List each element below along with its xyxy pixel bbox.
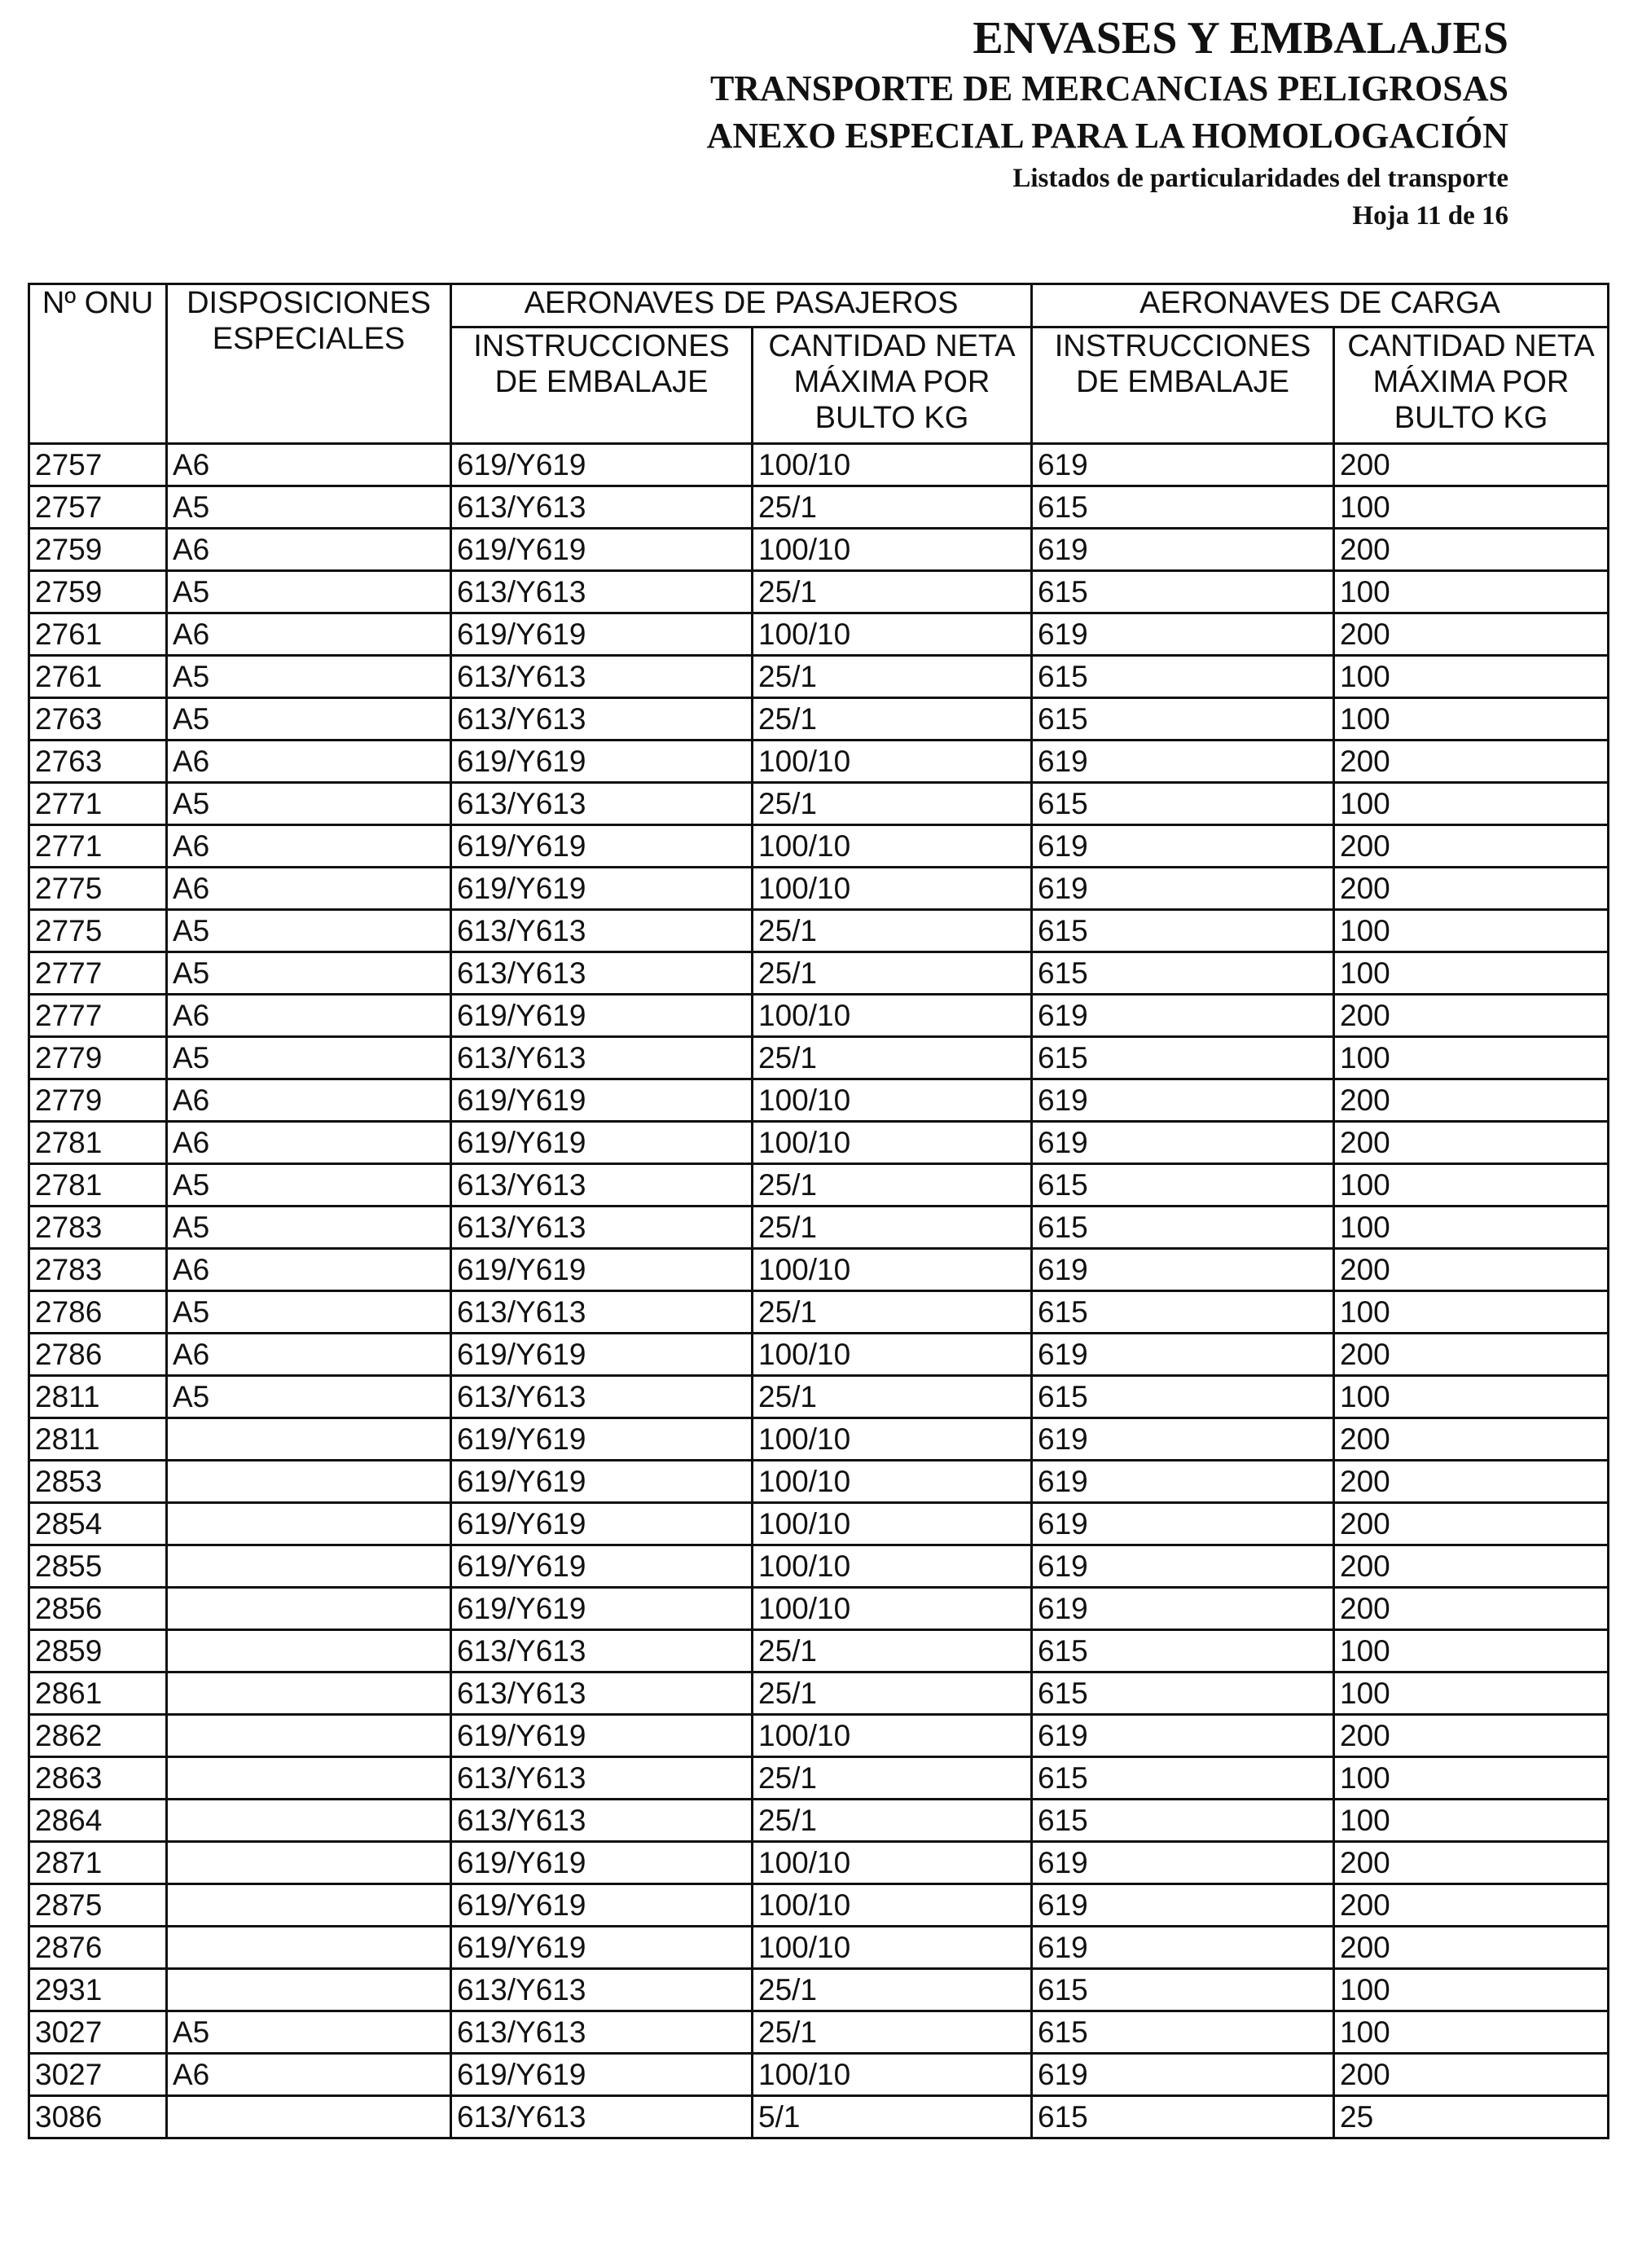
- table-row: [29, 952, 1609, 995]
- disposiciones-cell: A6: [167, 1122, 451, 1164]
- table-row: [29, 1291, 1609, 1334]
- onu-number-cell: 2854: [29, 1503, 167, 1545]
- instrucciones-carga-cell: 619: [1032, 529, 1334, 571]
- instrucciones-carga-cell: 619: [1032, 1927, 1334, 1969]
- instrucciones-pasajeros-cell: 613/Y613: [451, 1291, 753, 1334]
- instrucciones-carga-cell: 615: [1032, 2011, 1334, 2054]
- disposiciones-cell: [167, 1757, 451, 1800]
- instrucciones-carga-cell: 619: [1032, 741, 1334, 783]
- cantidad-pasajeros-cell: 25/1: [753, 1037, 1032, 1079]
- instrucciones-carga-cell: 615: [1032, 1164, 1334, 1207]
- table-header: [29, 284, 1609, 444]
- cantidad-carga-cell: 100: [1334, 1037, 1609, 1079]
- cantidad-pasajeros-cell: 100/10: [753, 995, 1032, 1037]
- header-cantidad-carga: CANTIDAD NETA MÁXIMA POR BULTO KG: [1334, 327, 1609, 444]
- cantidad-carga-cell: 200: [1334, 1715, 1609, 1757]
- table-row: [29, 656, 1609, 698]
- cantidad-carga-cell: 200: [1334, 825, 1609, 868]
- table-row: [29, 2054, 1609, 2096]
- cantidad-carga-cell: 200: [1334, 868, 1609, 910]
- cantidad-pasajeros-cell: 100/10: [753, 1122, 1032, 1164]
- disposiciones-cell: A5: [167, 2011, 451, 2054]
- disposiciones-cell: A6: [167, 868, 451, 910]
- disposiciones-cell: A6: [167, 613, 451, 656]
- cantidad-carga-cell: 200: [1334, 1079, 1609, 1122]
- cantidad-carga-cell: 200: [1334, 1334, 1609, 1376]
- cantidad-pasajeros-cell: 100/10: [753, 1249, 1032, 1291]
- onu-number-cell: 2783: [29, 1207, 167, 1249]
- onu-number-cell: 2757: [29, 486, 167, 529]
- table-row: [29, 1079, 1609, 1122]
- cantidad-carga-cell: 200: [1334, 1842, 1609, 1884]
- cantidad-pasajeros-cell: 25/1: [753, 783, 1032, 825]
- annex-title: ANEXO ESPECIAL PARA LA HOMOLOGACIÓN: [706, 116, 1508, 156]
- cantidad-pasajeros-cell: 100/10: [753, 1927, 1032, 1969]
- onu-number-cell: 2771: [29, 825, 167, 868]
- cantidad-carga-cell: 100: [1334, 1800, 1609, 1842]
- onu-number-cell: 2759: [29, 571, 167, 613]
- table-row: [29, 698, 1609, 741]
- cantidad-carga-cell: 200: [1334, 613, 1609, 656]
- onu-number-cell: 2811: [29, 1418, 167, 1461]
- table-row: [29, 2096, 1609, 2138]
- onu-number-cell: 2771: [29, 783, 167, 825]
- cantidad-carga-cell: 25: [1334, 2096, 1609, 2138]
- instrucciones-pasajeros-cell: 613/Y613: [451, 1969, 753, 2011]
- instrucciones-carga-cell: 619: [1032, 995, 1334, 1037]
- onu-number-cell: 2864: [29, 1800, 167, 1842]
- document-header: [707, 11, 1508, 235]
- table-row: [29, 741, 1609, 783]
- cantidad-pasajeros-cell: 5/1: [753, 2096, 1032, 2138]
- disposiciones-cell: A6: [167, 825, 451, 868]
- disposiciones-cell: A5: [167, 656, 451, 698]
- cantidad-pasajeros-cell: 25/1: [753, 952, 1032, 995]
- onu-number-cell: 2876: [29, 1927, 167, 1969]
- cantidad-pasajeros-cell: 100/10: [753, 1545, 1032, 1588]
- onu-number-cell: 2779: [29, 1079, 167, 1122]
- cantidad-carga-cell: 200: [1334, 1588, 1609, 1630]
- cantidad-carga-cell: 100: [1334, 1207, 1609, 1249]
- cantidad-pasajeros-cell: 100/10: [753, 529, 1032, 571]
- disposiciones-cell: [167, 1672, 451, 1715]
- onu-number-cell: 3027: [29, 2054, 167, 2096]
- instrucciones-carga-cell: 619: [1032, 1079, 1334, 1122]
- cantidad-pasajeros-cell: 25/1: [753, 656, 1032, 698]
- disposiciones-cell: A6: [167, 529, 451, 571]
- disposiciones-cell: [167, 1927, 451, 1969]
- onu-number-cell: 2862: [29, 1715, 167, 1757]
- onu-number-cell: 3027: [29, 2011, 167, 2054]
- cantidad-pasajeros-cell: 25/1: [753, 1969, 1032, 2011]
- instrucciones-pasajeros-cell: 619/Y619: [451, 1884, 753, 1927]
- cantidad-carga-cell: 100: [1334, 656, 1609, 698]
- table-row: [29, 1249, 1609, 1291]
- cantidad-pasajeros-cell: 25/1: [753, 1630, 1032, 1672]
- cantidad-carga-cell: 200: [1334, 1249, 1609, 1291]
- onu-number-cell: 2759: [29, 529, 167, 571]
- cantidad-pasajeros-cell: 25/1: [753, 1757, 1032, 1800]
- header-instrucciones-carga: INSTRUCCIONES DE EMBALAJE: [1032, 327, 1334, 444]
- onu-number-cell: 3086: [29, 2096, 167, 2138]
- instrucciones-carga-cell: 615: [1032, 698, 1334, 741]
- cantidad-carga-cell: 200: [1334, 995, 1609, 1037]
- onu-number-cell: 2853: [29, 1461, 167, 1503]
- instrucciones-carga-cell: 615: [1032, 486, 1334, 529]
- onu-number-cell: 2775: [29, 868, 167, 910]
- instrucciones-pasajeros-cell: 613/Y613: [451, 952, 753, 995]
- onu-number-cell: 2761: [29, 613, 167, 656]
- instrucciones-carga-cell: 619: [1032, 1884, 1334, 1927]
- instrucciones-pasajeros-cell: 619/Y619: [451, 613, 753, 656]
- table-row: [29, 1461, 1609, 1503]
- instrucciones-pasajeros-cell: 613/Y613: [451, 1630, 753, 1672]
- onu-number-cell: 2811: [29, 1376, 167, 1418]
- onu-number-cell: 2931: [29, 1969, 167, 2011]
- cantidad-carga-cell: 100: [1334, 1376, 1609, 1418]
- cantidad-carga-cell: 200: [1334, 1503, 1609, 1545]
- disposiciones-cell: [167, 1969, 451, 2011]
- instrucciones-pasajeros-cell: 619/Y619: [451, 1927, 753, 1969]
- cantidad-pasajeros-cell: 100/10: [753, 2054, 1032, 2096]
- cantidad-carga-cell: 100: [1334, 1672, 1609, 1715]
- disposiciones-cell: A5: [167, 1037, 451, 1079]
- table-body: [29, 444, 1609, 2138]
- onu-number-cell: 2786: [29, 1334, 167, 1376]
- instrucciones-pasajeros-cell: 619/Y619: [451, 1503, 753, 1545]
- cantidad-carga-cell: 200: [1334, 1884, 1609, 1927]
- instrucciones-pasajeros-cell: 619/Y619: [451, 529, 753, 571]
- instrucciones-pasajeros-cell: 613/Y613: [451, 486, 753, 529]
- table-row: [29, 1757, 1609, 1800]
- table-row: [29, 571, 1609, 613]
- disposiciones-cell: A5: [167, 952, 451, 995]
- list-title: Listados de particularidades del transporte: [1012, 164, 1508, 193]
- cantidad-carga-cell: 200: [1334, 741, 1609, 783]
- table-row: [29, 1715, 1609, 1757]
- cantidad-pasajeros-cell: 100/10: [753, 1334, 1032, 1376]
- disposiciones-cell: A5: [167, 486, 451, 529]
- header-group-pasajeros: AERONAVES DE PASAJEROS: [451, 284, 1032, 327]
- table-row: [29, 613, 1609, 656]
- disposiciones-cell: [167, 1842, 451, 1884]
- disposiciones-cell: [167, 1461, 451, 1503]
- instrucciones-pasajeros-cell: 613/Y613: [451, 1757, 753, 1800]
- cantidad-pasajeros-cell: 100/10: [753, 1884, 1032, 1927]
- instrucciones-pasajeros-cell: 619/Y619: [451, 1334, 753, 1376]
- instrucciones-carga-cell: 619: [1032, 1418, 1334, 1461]
- instrucciones-carga-cell: 615: [1032, 1672, 1334, 1715]
- header-disposiciones: DISPOSICIONES ESPECIALES: [167, 284, 451, 444]
- onu-number-cell: 2763: [29, 698, 167, 741]
- onu-number-cell: 2777: [29, 952, 167, 995]
- instrucciones-carga-cell: 615: [1032, 1969, 1334, 2011]
- cantidad-pasajeros-cell: 100/10: [753, 741, 1032, 783]
- table-row: [29, 783, 1609, 825]
- instrucciones-pasajeros-cell: 619/Y619: [451, 1418, 753, 1461]
- instrucciones-carga-cell: 619: [1032, 1842, 1334, 1884]
- table-row: [29, 444, 1609, 486]
- instrucciones-pasajeros-cell: 619/Y619: [451, 1249, 753, 1291]
- table-row: [29, 1630, 1609, 1672]
- table-row: [29, 1164, 1609, 1207]
- instrucciones-pasajeros-cell: 613/Y613: [451, 2096, 753, 2138]
- instrucciones-pasajeros-cell: 613/Y613: [451, 1164, 753, 1207]
- table-row: [29, 1503, 1609, 1545]
- cantidad-pasajeros-cell: 100/10: [753, 1461, 1032, 1503]
- table-row: [29, 1545, 1609, 1588]
- table-row: [29, 995, 1609, 1037]
- table-row: [29, 1672, 1609, 1715]
- instrucciones-carga-cell: 615: [1032, 1630, 1334, 1672]
- instrucciones-carga-cell: 619: [1032, 1503, 1334, 1545]
- onu-number-cell: 2781: [29, 1122, 167, 1164]
- cantidad-carga-cell: 200: [1334, 1545, 1609, 1588]
- cantidad-carga-cell: 200: [1334, 1122, 1609, 1164]
- instrucciones-pasajeros-cell: 613/Y613: [451, 656, 753, 698]
- cantidad-pasajeros-cell: 100/10: [753, 825, 1032, 868]
- disposiciones-cell: [167, 2096, 451, 2138]
- instrucciones-carga-cell: 615: [1032, 1757, 1334, 1800]
- disposiciones-cell: A6: [167, 2054, 451, 2096]
- cantidad-carga-cell: 200: [1334, 444, 1609, 486]
- disposiciones-cell: A6: [167, 444, 451, 486]
- disposiciones-cell: A6: [167, 1249, 451, 1291]
- disposiciones-cell: A6: [167, 995, 451, 1037]
- cantidad-carga-cell: 100: [1334, 1969, 1609, 2011]
- disposiciones-cell: [167, 1884, 451, 1927]
- header-group-carga: AERONAVES DE CARGA: [1032, 284, 1609, 327]
- instrucciones-pasajeros-cell: 613/Y613: [451, 1672, 753, 1715]
- cantidad-pasajeros-cell: 100/10: [753, 1418, 1032, 1461]
- instrucciones-carga-cell: 615: [1032, 1207, 1334, 1249]
- cantidad-pasajeros-cell: 25/1: [753, 1800, 1032, 1842]
- header-instrucciones-pasajeros: INSTRUCCIONES DE EMBALAJE: [451, 327, 753, 444]
- header-onu: Nº ONU: [29, 284, 167, 444]
- instrucciones-carga-cell: 619: [1032, 2054, 1334, 2096]
- instrucciones-carga-cell: 615: [1032, 952, 1334, 995]
- disposiciones-cell: A5: [167, 910, 451, 952]
- instrucciones-pasajeros-cell: 619/Y619: [451, 825, 753, 868]
- cantidad-pasajeros-cell: 100/10: [753, 1503, 1032, 1545]
- disposiciones-cell: A5: [167, 571, 451, 613]
- disposiciones-cell: [167, 1715, 451, 1757]
- instrucciones-carga-cell: 619: [1032, 1334, 1334, 1376]
- table-row: [29, 1884, 1609, 1927]
- instrucciones-carga-cell: 619: [1032, 1122, 1334, 1164]
- disposiciones-cell: A6: [167, 741, 451, 783]
- table-row: [29, 1969, 1609, 2011]
- onu-number-cell: 2871: [29, 1842, 167, 1884]
- onu-number-cell: 2861: [29, 1672, 167, 1715]
- instrucciones-carga-cell: 619: [1032, 1461, 1334, 1503]
- header-cantidad-pasajeros: CANTIDAD NETA MÁXIMA POR BULTO KG: [753, 327, 1032, 444]
- disposiciones-cell: [167, 1800, 451, 1842]
- disposiciones-cell: [167, 1503, 451, 1545]
- instrucciones-carga-cell: 615: [1032, 1376, 1334, 1418]
- cantidad-pasajeros-cell: 25/1: [753, 910, 1032, 952]
- instrucciones-pasajeros-cell: 619/Y619: [451, 1842, 753, 1884]
- cantidad-carga-cell: 100: [1334, 1291, 1609, 1334]
- table-row: [29, 910, 1609, 952]
- disposiciones-cell: A5: [167, 698, 451, 741]
- instrucciones-pasajeros-cell: 613/Y613: [451, 1207, 753, 1249]
- onu-number-cell: 2859: [29, 1630, 167, 1672]
- instrucciones-pasajeros-cell: 619/Y619: [451, 1715, 753, 1757]
- instrucciones-pasajeros-cell: 613/Y613: [451, 783, 753, 825]
- instrucciones-pasajeros-cell: 619/Y619: [451, 1461, 753, 1503]
- onu-number-cell: 2763: [29, 741, 167, 783]
- cantidad-pasajeros-cell: 100/10: [753, 1842, 1032, 1884]
- instrucciones-carga-cell: 619: [1032, 1588, 1334, 1630]
- disposiciones-cell: A5: [167, 1207, 451, 1249]
- cantidad-pasajeros-cell: 25/1: [753, 571, 1032, 613]
- instrucciones-carga-cell: 615: [1032, 656, 1334, 698]
- instrucciones-carga-cell: 619: [1032, 1545, 1334, 1588]
- instrucciones-carga-cell: 615: [1032, 2096, 1334, 2138]
- document-subtitle: TRANSPORTE DE MERCANCIAS PELIGROSAS: [709, 68, 1508, 108]
- disposiciones-cell: A5: [167, 783, 451, 825]
- cantidad-carga-cell: 100: [1334, 486, 1609, 529]
- disposiciones-cell: [167, 1545, 451, 1588]
- cantidad-carga-cell: 100: [1334, 698, 1609, 741]
- cantidad-pasajeros-cell: 25/1: [753, 2011, 1032, 2054]
- onu-number-cell: 2875: [29, 1884, 167, 1927]
- onu-number-cell: 2777: [29, 995, 167, 1037]
- table-row: [29, 486, 1609, 529]
- cantidad-carga-cell: 100: [1334, 2011, 1609, 2054]
- document-title: ENVASES Y EMBALAJES: [973, 13, 1508, 64]
- table-row: [29, 1418, 1609, 1461]
- cantidad-pasajeros-cell: 100/10: [753, 444, 1032, 486]
- onu-number-cell: 2781: [29, 1164, 167, 1207]
- cantidad-carga-cell: 200: [1334, 1461, 1609, 1503]
- cantidad-pasajeros-cell: 100/10: [753, 1079, 1032, 1122]
- cantidad-pasajeros-cell: 25/1: [753, 486, 1032, 529]
- onu-number-cell: 2856: [29, 1588, 167, 1630]
- cantidad-carga-cell: 200: [1334, 529, 1609, 571]
- instrucciones-pasajeros-cell: 619/Y619: [451, 1588, 753, 1630]
- instrucciones-carga-cell: 619: [1032, 825, 1334, 868]
- cantidad-pasajeros-cell: 100/10: [753, 1588, 1032, 1630]
- onu-number-cell: 2783: [29, 1249, 167, 1291]
- instrucciones-carga-cell: 615: [1032, 783, 1334, 825]
- instrucciones-carga-cell: 619: [1032, 868, 1334, 910]
- instrucciones-pasajeros-cell: 613/Y613: [451, 1376, 753, 1418]
- cantidad-carga-cell: 100: [1334, 1757, 1609, 1800]
- table-row: [29, 868, 1609, 910]
- disposiciones-cell: [167, 1588, 451, 1630]
- instrucciones-carga-cell: 615: [1032, 910, 1334, 952]
- instrucciones-pasajeros-cell: 619/Y619: [451, 995, 753, 1037]
- disposiciones-cell: A5: [167, 1164, 451, 1207]
- disposiciones-cell: A6: [167, 1079, 451, 1122]
- instrucciones-carga-cell: 615: [1032, 1800, 1334, 1842]
- instrucciones-pasajeros-cell: 613/Y613: [451, 1037, 753, 1079]
- table-row: [29, 1334, 1609, 1376]
- instrucciones-pasajeros-cell: 613/Y613: [451, 571, 753, 613]
- table-row: [29, 1376, 1609, 1418]
- table-row: [29, 825, 1609, 868]
- instrucciones-pasajeros-cell: 619/Y619: [451, 1122, 753, 1164]
- instrucciones-pasajeros-cell: 613/Y613: [451, 1800, 753, 1842]
- instrucciones-pasajeros-cell: 613/Y613: [451, 698, 753, 741]
- instrucciones-pasajeros-cell: 619/Y619: [451, 741, 753, 783]
- cantidad-carga-cell: 100: [1334, 1630, 1609, 1672]
- table-row: [29, 529, 1609, 571]
- cantidad-pasajeros-cell: 25/1: [753, 1291, 1032, 1334]
- cantidad-carga-cell: 100: [1334, 1164, 1609, 1207]
- table-row: [29, 1842, 1609, 1884]
- instrucciones-pasajeros-cell: 619/Y619: [451, 2054, 753, 2096]
- instrucciones-carga-cell: 615: [1032, 571, 1334, 613]
- cantidad-carga-cell: 100: [1334, 952, 1609, 995]
- onu-number-cell: 2757: [29, 444, 167, 486]
- cantidad-pasajeros-cell: 100/10: [753, 613, 1032, 656]
- cantidad-carga-cell: 100: [1334, 571, 1609, 613]
- table-row: [29, 1588, 1609, 1630]
- cantidad-pasajeros-cell: 100/10: [753, 868, 1032, 910]
- table-row: [29, 1207, 1609, 1249]
- cantidad-pasajeros-cell: 25/1: [753, 1207, 1032, 1249]
- instrucciones-pasajeros-cell: 613/Y613: [451, 2011, 753, 2054]
- table-row: [29, 2011, 1609, 2054]
- disposiciones-cell: A5: [167, 1376, 451, 1418]
- onu-number-cell: 2779: [29, 1037, 167, 1079]
- instrucciones-carga-cell: 619: [1032, 613, 1334, 656]
- cantidad-carga-cell: 100: [1334, 910, 1609, 952]
- cantidad-pasajeros-cell: 25/1: [753, 1672, 1032, 1715]
- instrucciones-carga-cell: 619: [1032, 444, 1334, 486]
- disposiciones-cell: [167, 1418, 451, 1461]
- instrucciones-pasajeros-cell: 619/Y619: [451, 868, 753, 910]
- page-number: Hoja 11 de 16: [1352, 201, 1508, 231]
- instrucciones-carga-cell: 619: [1032, 1249, 1334, 1291]
- cantidad-carga-cell: 200: [1334, 2054, 1609, 2096]
- cantidad-pasajeros-cell: 25/1: [753, 698, 1032, 741]
- instrucciones-pasajeros-cell: 619/Y619: [451, 1545, 753, 1588]
- instrucciones-pasajeros-cell: 619/Y619: [451, 444, 753, 486]
- onu-number-cell: 2863: [29, 1757, 167, 1800]
- table-row: [29, 1122, 1609, 1164]
- cantidad-pasajeros-cell: 25/1: [753, 1164, 1032, 1207]
- table-row: [29, 1927, 1609, 1969]
- instrucciones-pasajeros-cell: 619/Y619: [451, 1079, 753, 1122]
- onu-number-cell: 2775: [29, 910, 167, 952]
- onu-number-cell: 2855: [29, 1545, 167, 1588]
- instrucciones-pasajeros-cell: 613/Y613: [451, 910, 753, 952]
- cantidad-pasajeros-cell: 25/1: [753, 1376, 1032, 1418]
- disposiciones-cell: A6: [167, 1334, 451, 1376]
- table-row: [29, 1800, 1609, 1842]
- cantidad-carga-cell: 100: [1334, 783, 1609, 825]
- table-row: [29, 1037, 1609, 1079]
- instrucciones-carga-cell: 615: [1032, 1037, 1334, 1079]
- onu-number-cell: 2786: [29, 1291, 167, 1334]
- disposiciones-cell: [167, 1630, 451, 1672]
- instrucciones-carga-cell: 615: [1032, 1291, 1334, 1334]
- cantidad-pasajeros-cell: 100/10: [753, 1715, 1032, 1757]
- cantidad-carga-cell: 200: [1334, 1927, 1609, 1969]
- onu-number-cell: 2761: [29, 656, 167, 698]
- disposiciones-cell: A5: [167, 1291, 451, 1334]
- instrucciones-carga-cell: 619: [1032, 1715, 1334, 1757]
- cantidad-carga-cell: 200: [1334, 1418, 1609, 1461]
- transport-table: [28, 283, 1609, 2139]
